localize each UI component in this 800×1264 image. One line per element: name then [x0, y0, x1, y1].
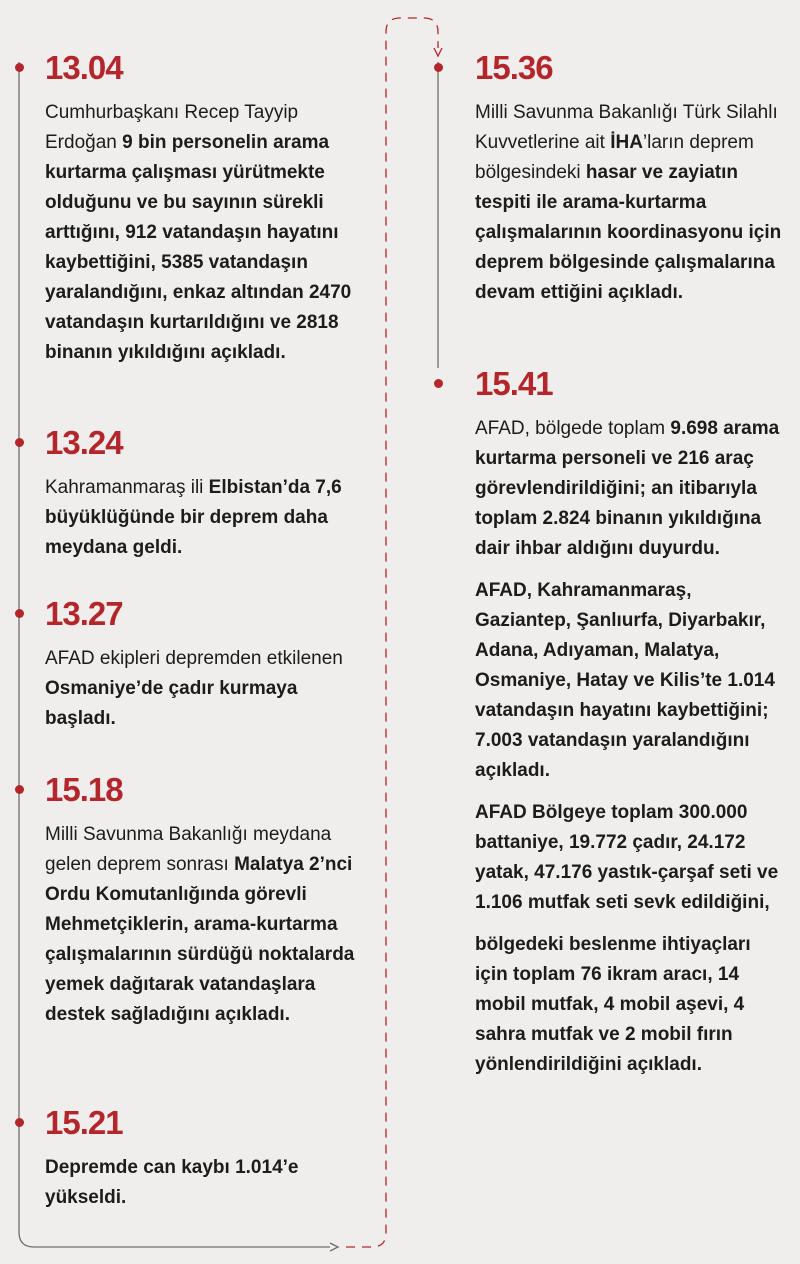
left-arrow-icon [330, 1243, 338, 1251]
regular-text: Cumhurbaşkanı Recep Tayyip Erdoğan [45, 102, 299, 153]
entry-paragraph [475, 98, 787, 308]
bold-text: hasar ve zayiatın tespiti ile arama-kurtarma çalışmalarının koordinasyonu için deprem bölgesinde çalışmalarına devam ettiğini açıkladı. [475, 162, 782, 303]
regular-text: ’ların deprem bölgesindeki [475, 132, 754, 183]
entry-text [45, 820, 365, 1030]
timeline-dot [15, 63, 24, 72]
entry-paragraph [45, 98, 365, 368]
entry-15-41 [475, 366, 787, 1092]
entry-paragraph [475, 414, 787, 564]
entry-13-24 [45, 425, 365, 575]
entry-paragraph [475, 576, 787, 786]
regular-text: AFAD ekipleri depremden etkilenen [45, 648, 343, 669]
entry-15-21 [45, 1105, 365, 1225]
entry-text [45, 644, 365, 734]
entry-time: 15.41 [475, 365, 553, 402]
bold-text: 9.698 arama kurtarma personeli ve 216 araç görevlendirildiğini; an itibarıyla toplam 2.824 binanın yıkıldığına dair ihbar aldığını duyurdu. [475, 418, 780, 559]
entry-time: 15.21 [45, 1104, 123, 1141]
timeline-dot [434, 379, 443, 388]
entry-text [45, 1153, 365, 1213]
bold-text: bölgedeki beslenme ihtiyaçları için toplam 76 ikram aracı, 14 mobil mutfak, 4 mobil aşevi, 4 sahra mutfak ve 2 mobil fırın yönlendirildiğini açıkladı. [475, 934, 751, 1075]
entry-time: 15.36 [475, 49, 553, 86]
entry-text [475, 414, 787, 1080]
entry-13-04 [45, 50, 365, 380]
timeline-dot [15, 609, 24, 618]
timeline-dot [15, 438, 24, 447]
bold-text: Malatya 2’nci Ordu Komutanlığında görevli Mehmetçiklerin, arama-kurtarma çalışmalarının sürdüğü noktalarda yemek dağıtarak vatandaşlara destek sağladığını açıkladı. [45, 854, 355, 1025]
entry-time: 15.18 [45, 771, 123, 808]
bold-text: Osmaniye’de çadır kurmaya başladı. [45, 678, 298, 729]
entry-paragraph [45, 820, 365, 1030]
entry-text [45, 473, 365, 563]
bold-text: AFAD, Kahramanmaraş, Gaziantep, Şanlıurfa, Diyarbakır, Adana, Adıyaman, Malatya, Osmaniye, Hatay ve Kilis’te 1.014 vatandaşın hayatını kaybettiğini; 7.003 vatandaşın yaralandığını açıkladı. [475, 580, 775, 781]
entry-paragraph [45, 473, 365, 563]
regular-text: Milli Savunma Bakanlığı Türk Silahlı Kuvvetlerine ait [475, 102, 778, 153]
bold-text: 9 bin personelin arama kurtarma çalışması yürütmekte olduğunu ve bu sayının sürekli arttığını, 912 vatandaşın hayatını kaybettiğini, 5385 vatandaşın yaralandığını, enkaz altından 2470 vatandaşın kurtarıldığını ve 2818 binanın yıkıldığını açıkladı. [45, 132, 352, 363]
bold-text: AFAD Bölgeye toplam 300.000 battaniye, 19.772 çadır, 24.172 yatak, 47.176 yastık-çarşaf seti ve 1.106 mutfak seti sevk edildiğini, [475, 802, 779, 913]
entry-paragraph [475, 930, 787, 1080]
entry-time: 13.24 [45, 424, 123, 461]
entry-paragraph [45, 644, 365, 734]
timeline-dot [15, 1118, 24, 1127]
timeline-dot [15, 785, 24, 794]
entry-text [45, 98, 365, 368]
regular-text: Milli Savunma Bakanlığı meydana gelen deprem sonrası [45, 824, 332, 875]
entry-paragraph [475, 798, 787, 918]
bold-text: Depremde can kaybı 1.014’e yükseldi. [45, 1157, 299, 1208]
bold-text: İHA [610, 132, 643, 153]
entry-text [475, 98, 787, 308]
bold-text: Elbistan’da 7,6 büyüklüğünde bir deprem daha meydana geldi. [45, 477, 342, 558]
entry-time: 13.04 [45, 49, 123, 86]
entry-15-18 [45, 772, 365, 1042]
entry-13-27 [45, 596, 365, 746]
entry-paragraph [45, 1153, 365, 1213]
regular-text: AFAD, bölgede toplam [475, 418, 671, 439]
entry-time: 13.27 [45, 595, 123, 632]
entry-15-36 [475, 50, 787, 320]
regular-text: Kahramanmaraş ili [45, 477, 209, 498]
down-arrow-icon [434, 48, 442, 56]
timeline-dot [434, 63, 443, 72]
